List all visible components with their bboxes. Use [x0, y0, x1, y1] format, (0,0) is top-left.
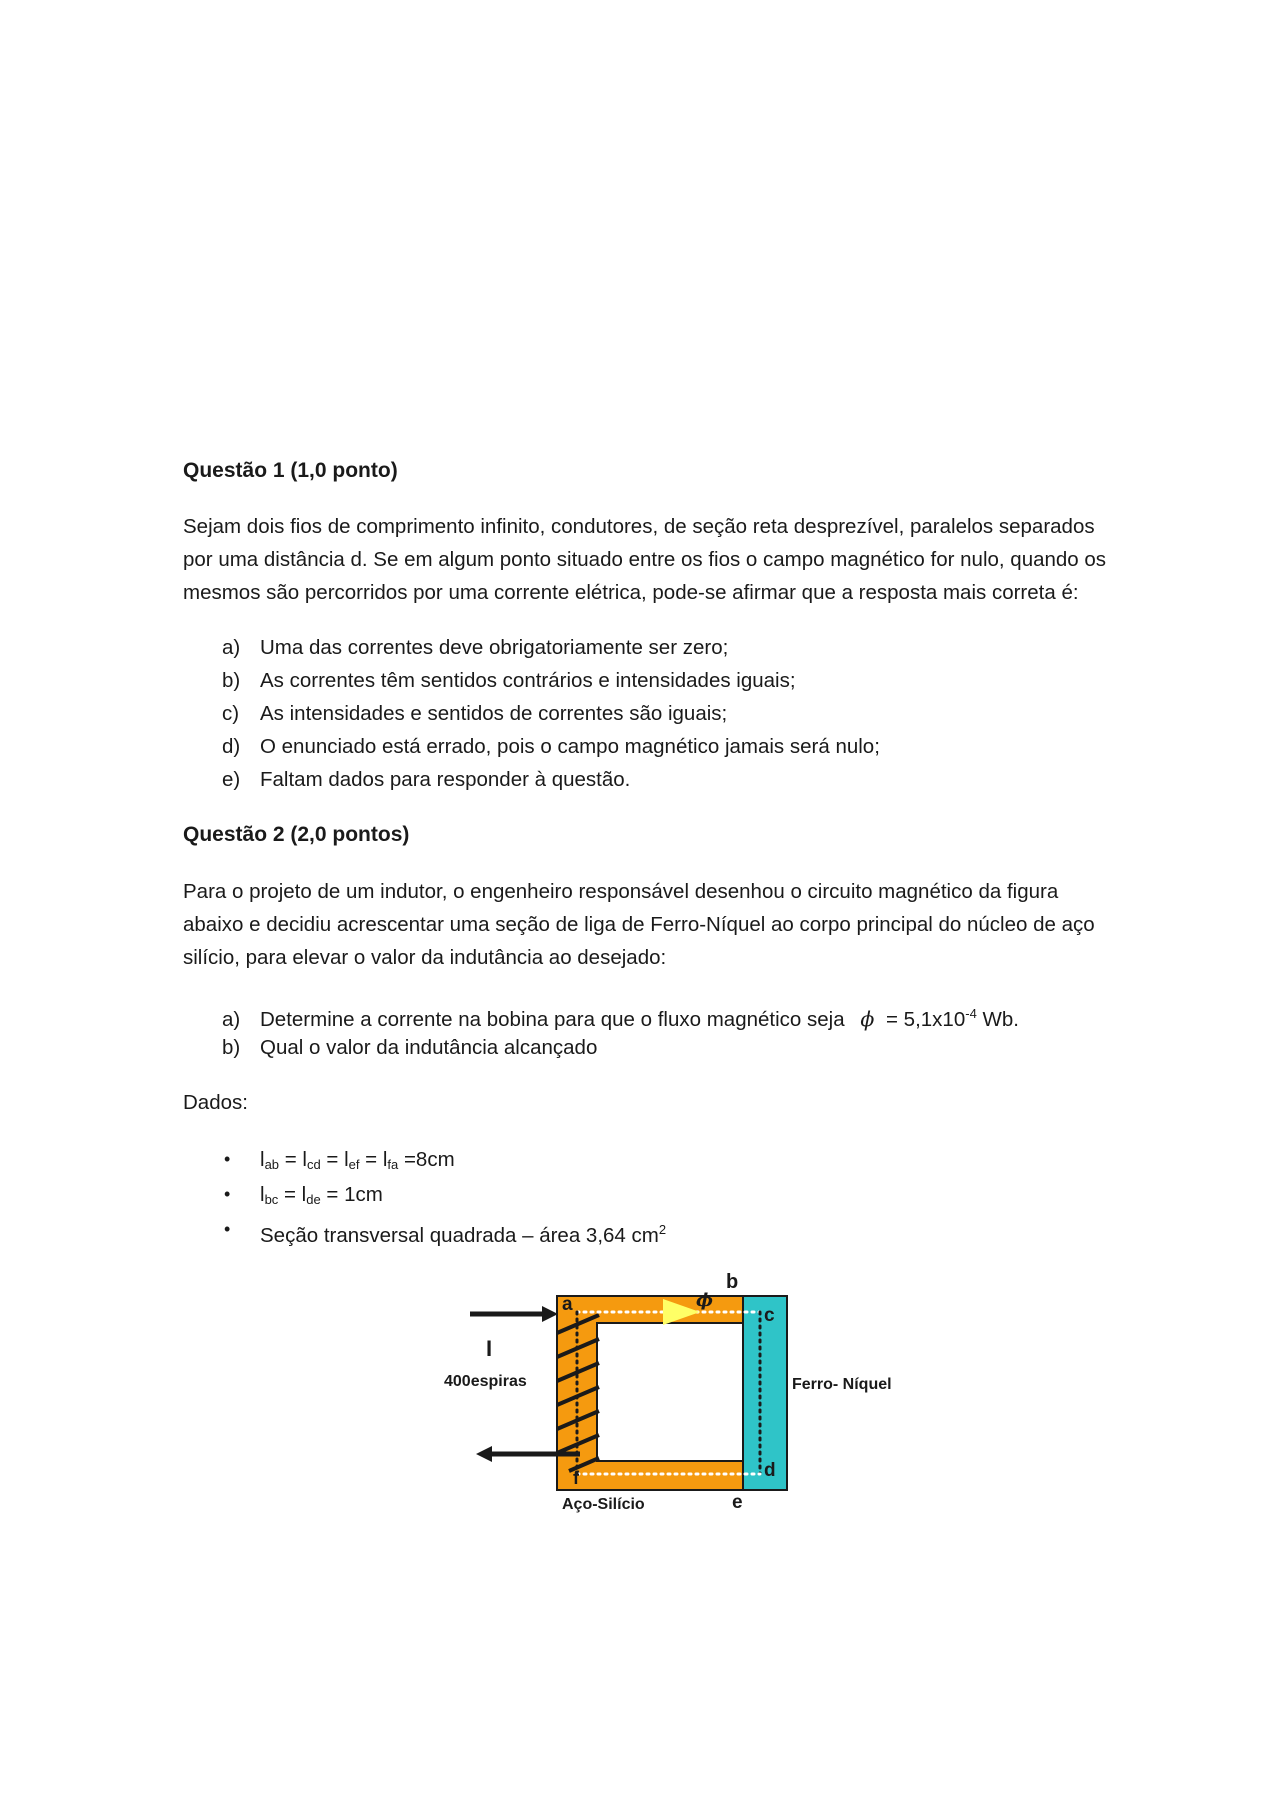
q1-option-e: [222, 763, 630, 796]
sub-ef: ef: [348, 1157, 360, 1172]
option-text: As intensidades e sentidos de correntes são iguais;: [260, 702, 728, 725]
l-symbol: l: [382, 1148, 388, 1171]
length-value-2: = 1cm: [320, 1183, 383, 1206]
dados-section: [260, 1213, 666, 1252]
bullet-3: •: [224, 1219, 231, 1239]
label-f: f: [573, 1468, 579, 1488]
label-e: e: [732, 1492, 743, 1513]
option-text: Uma das correntes deve obrigatoriamente ser zero;: [260, 636, 729, 659]
q1-title: Questão 1 (1,0 ponto): [183, 459, 398, 482]
sub-fa: fa: [387, 1157, 399, 1172]
sub-cd: cd: [306, 1157, 321, 1172]
section-exponent: 2: [658, 1222, 667, 1237]
equals: =: [359, 1148, 383, 1171]
q2-line-1: Para o projeto de um indutor, o engenheiro responsável desenhou o circuito magnético da figura: [183, 880, 1059, 903]
option-label: a): [222, 636, 241, 659]
q1-line-1: Sejam dois fios de comprimento infinito, condutores, de seção reta desprezível, paralelos separados: [183, 515, 1095, 538]
q1-statement: [183, 510, 1183, 609]
q1-line-3: mesmos são percorridos por uma corrente elétrica, pode-se afirmar que a resposta mais correta é:: [183, 581, 1079, 604]
q2-line-2: abaixo e decidiu acrescentar uma seção de liga de Ferro-Níquel ao corpo principal do núcleo de aço: [183, 913, 1095, 936]
bullet-1: •: [224, 1149, 231, 1169]
dados-label: Dados:: [183, 1091, 248, 1114]
dados-lengths-1: [260, 1143, 455, 1181]
label-a: a: [562, 1294, 573, 1315]
q2-title: Questão 2 (2,0 pontos): [183, 823, 410, 846]
q1-line-2: por uma distância d. Se em algum ponto situado entre os fios o campo magnético for nulo, quando os: [183, 548, 1107, 571]
core-window: [597, 1323, 743, 1461]
l-symbol: l: [260, 1148, 265, 1171]
option-text: Faltam dados para responder à questão.: [260, 768, 631, 791]
option-label: b): [222, 669, 241, 692]
q2-line-3: silício, para elevar o valor da indutância ao desejado:: [183, 946, 667, 969]
equals: =: [278, 1183, 302, 1206]
length-value-1: =8cm: [398, 1148, 455, 1171]
phi-symbol: ϕ: [860, 1007, 875, 1031]
l-symbol: l: [301, 1183, 307, 1206]
label-turns: 400espiras: [444, 1373, 527, 1390]
flux-exponent: -4: [965, 1006, 977, 1021]
sub-de: de: [306, 1192, 321, 1207]
option-text: As correntes têm sentidos contrários e intensidades iguais;: [260, 669, 796, 692]
l-symbol: l: [260, 1183, 265, 1206]
l-symbol: l: [302, 1148, 307, 1171]
bullet-2: •: [224, 1184, 231, 1204]
equals: =: [320, 1148, 345, 1171]
q1-option-b: [222, 664, 796, 697]
l-symbol: l: [344, 1148, 349, 1171]
magnetic-circuit-figure: [430, 1262, 930, 1522]
label-b: b: [726, 1271, 739, 1293]
item-text: Qual o valor da indutância alcançado: [260, 1036, 598, 1059]
flux-unit: Wb.: [976, 1008, 1019, 1031]
current-in-arrow: [542, 1306, 558, 1322]
label-d: d: [764, 1460, 776, 1481]
label-current: I: [486, 1336, 493, 1361]
flux-value: = 5,1x10: [886, 1008, 966, 1031]
option-label: c): [222, 702, 240, 725]
item-label: b): [222, 1036, 241, 1059]
option-label: e): [222, 768, 241, 791]
item-label: a): [222, 1008, 241, 1031]
q1-option-c: [222, 697, 727, 730]
equals: =: [279, 1148, 303, 1171]
q2-item-b: [222, 1031, 597, 1064]
option-label: d): [222, 735, 241, 758]
current-out-arrow: [476, 1446, 492, 1462]
q2-statement: [183, 875, 1183, 974]
q1-option-d: [222, 730, 880, 763]
label-c: c: [764, 1305, 775, 1326]
label-aco-silicio: Aço-Silício: [562, 1496, 645, 1513]
dados-lengths-2: [260, 1178, 383, 1216]
q1-option-a: [222, 631, 728, 664]
sub-ab: ab: [264, 1157, 280, 1172]
item-text: Determine a corrente na bobina para que o fluxo magnético seja: [260, 1008, 845, 1031]
option-text: O enunciado está errado, pois o campo magnético jamais será nulo;: [260, 735, 880, 758]
sub-bc: bc: [264, 1192, 279, 1207]
label-ferro-niquel: Ferro- Níquel: [792, 1376, 892, 1393]
label-phi: ϕ: [696, 1290, 713, 1311]
section-text: Seção transversal quadrada – área 3,64 cm: [260, 1224, 659, 1247]
